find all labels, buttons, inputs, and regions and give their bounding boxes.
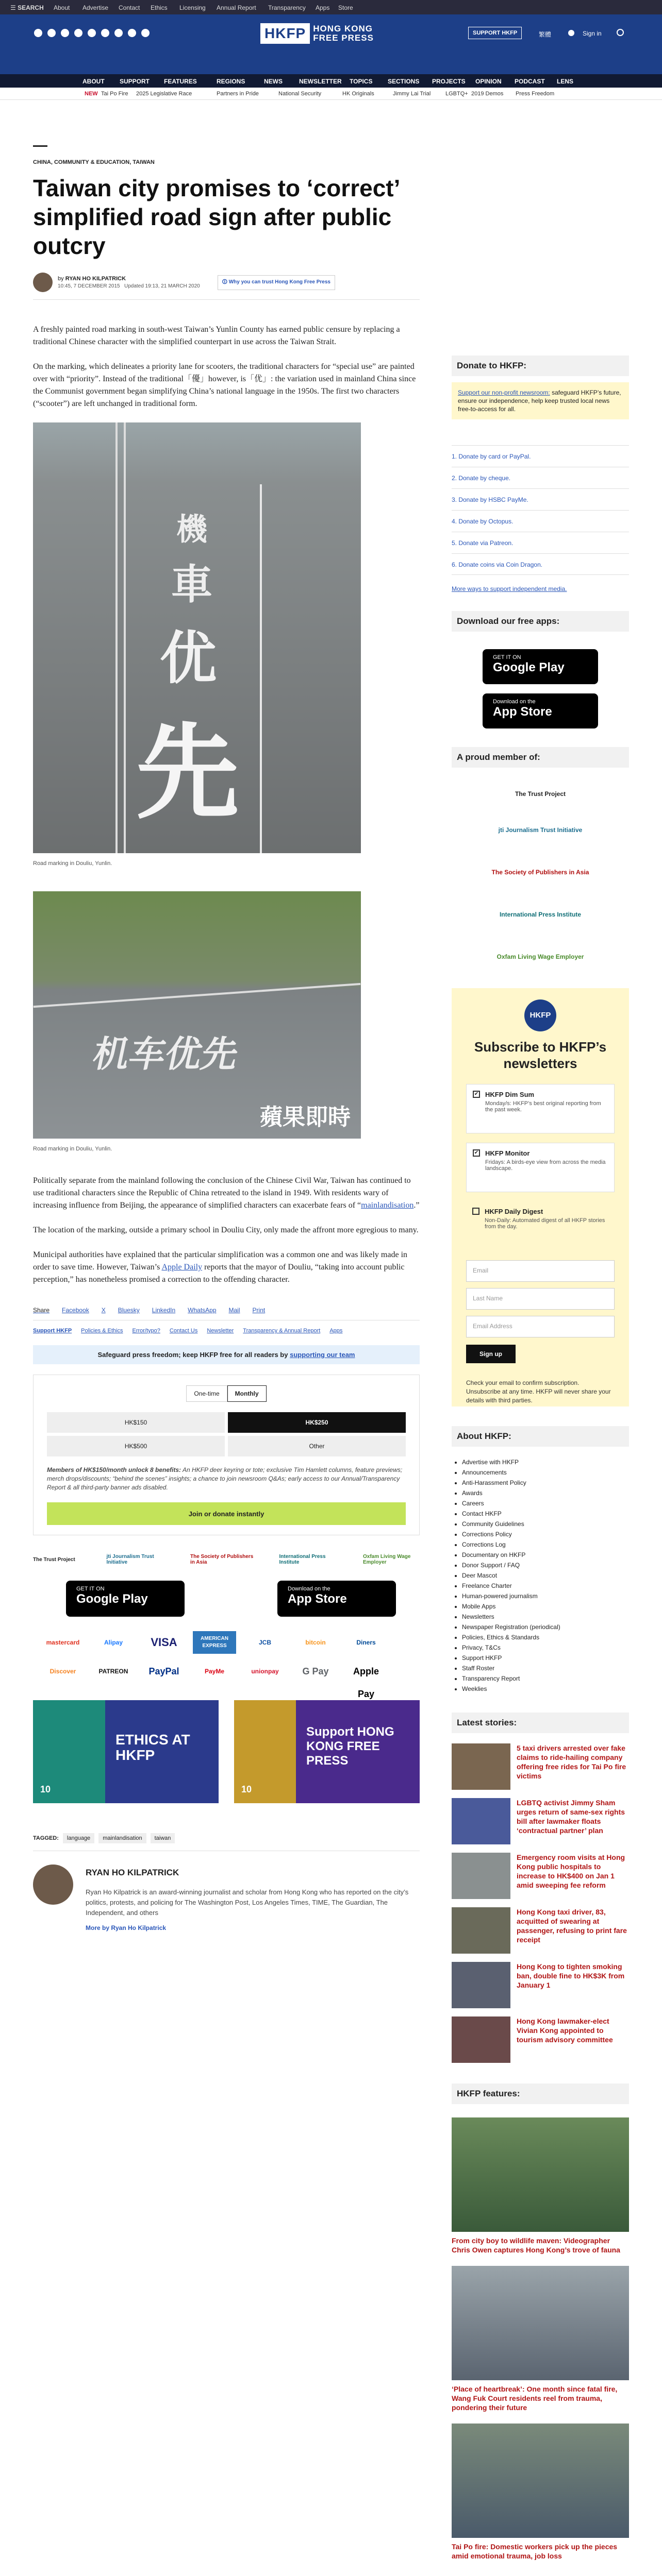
share-facebook[interactable]: Facebook	[62, 1307, 89, 1314]
about-link[interactable]: • Corrections Policy	[462, 1529, 629, 1539]
mastercard-icon: mastercard	[46, 1639, 80, 1646]
alipay-icon: Alipay	[104, 1639, 123, 1646]
feature-story[interactable]: From city boy to wildlife maven: Videographer Chris Owen captures Hong Kong’s trove of fauna	[452, 2117, 629, 2255]
user-icon[interactable]	[568, 30, 574, 36]
member-logos	[452, 779, 629, 978]
trending-item[interactable]: Tai Po Fire	[101, 91, 128, 97]
latest-stories	[452, 1743, 629, 2071]
story-thumbnail	[452, 2016, 510, 2063]
article-title: Taiwan city promises to ‘correct’ simplified road sign after public outcry	[33, 175, 399, 259]
about-title: About HKFP:	[457, 1431, 511, 1441]
jti-logo[interactable]: jti Journalism Trust Initiative	[498, 826, 583, 834]
paragraph: The location of the marking, outside a primary school in Douliu City, only made the affront more egregious to many.	[33, 1226, 419, 1234]
ipi-logo[interactable]: International Press Institute	[499, 911, 582, 918]
story-thumbnail	[452, 1962, 510, 2008]
search-link[interactable]: ☰ SEARCH	[10, 4, 44, 11]
latest-story[interactable]: LGBTQ activist Jimmy Sham urges return of same-sex rights bill after lawmaker floats ‘contractual partner’ plan	[452, 1798, 629, 1853]
trending-label: NEW	[85, 91, 98, 97]
feature-story[interactable]: ‘Place of heartbreak’: One month since fatal fire, Wang Fuk Court residents reel from trauma, pondering their future	[452, 2266, 629, 2412]
more-ways-link[interactable]: More ways to support independent media.	[452, 585, 567, 592]
feature-image	[452, 2266, 629, 2380]
donate-option[interactable]: 1. Donate by card or PayPal.	[452, 445, 629, 467]
author-bio-text: Ryan Ho Kilpatrick is an award-winning journalist and scholar from Hong Kong who has reported on the city’s politics, protests, and policing for The Washington Post, Los Angeles Times, TIME, The Guardian, The Independent, and others	[86, 1888, 409, 1917]
donate-intro: Support our non-profit newsroom: safeguard HKFP’s future, ensure our independence, help keep trusted local news free-to-access for all.	[452, 382, 629, 419]
about-link[interactable]: • Advertise with HKFP	[462, 1457, 629, 1467]
trending-item[interactable]: HK Originals	[342, 91, 374, 97]
publish-date: 10:45, 7 DECEMBER 2015	[58, 283, 120, 289]
nav-support[interactable]: SUPPORT	[120, 78, 150, 85]
language-link[interactable]: 繁體	[539, 31, 552, 38]
paragraph: A freshly painted road marking in south-west Taiwan’s Yunlin County has earned public censure by replacing a traditional Chinese character with the simplified counterpart in use across the Taiwan Strait.	[33, 325, 400, 346]
trending-bar	[0, 88, 662, 100]
about-link[interactable]: • Support HKFP	[462, 1653, 629, 1663]
about-link[interactable]: • Corrections Log	[462, 1539, 629, 1550]
unionpay-icon: unionpay	[251, 1668, 279, 1675]
checkbox-checked[interactable]: ✔	[473, 1149, 480, 1157]
about-link[interactable]: • Privacy, T&Cs	[462, 1642, 629, 1653]
latest-story[interactable]: Hong Kong taxi driver, 83, acquitted of swearing at passenger, refusing to print fare receipt	[452, 1907, 629, 1962]
sidebar	[452, 103, 629, 2561]
support-team-link[interactable]: supporting our team	[290, 1351, 355, 1359]
support-promo[interactable]: Support HONG KONG FREE PRESS 10	[234, 1700, 420, 1803]
author-name[interactable]: by RYAN HO KILPATRICK	[58, 276, 126, 282]
about-link[interactable]: • Anti-Harassment Policy	[462, 1478, 629, 1488]
about-link[interactable]: • Careers	[462, 1498, 629, 1509]
top-link-transparency[interactable]: Transparency	[268, 4, 306, 11]
trending-item[interactable]: Press Freedom	[516, 91, 555, 97]
top-link-licensing[interactable]: Licensing	[179, 4, 206, 11]
photo-caption: Road marking in Douliu, Yunlin.	[33, 1146, 112, 1152]
about-link[interactable]: • Transparency Report	[462, 1673, 629, 1684]
latest-story[interactable]: Hong Kong to tighten smoking ban, double fine to HK$3K from January 1	[452, 1962, 629, 2016]
share-bar	[33, 1307, 420, 1314]
promo-banners	[33, 1700, 420, 1803]
trust-project-logo[interactable]: The Trust Project	[515, 790, 566, 798]
article-footer-links	[33, 1328, 420, 1334]
jcb-icon: JCB	[258, 1639, 271, 1646]
donate-option[interactable]: 2. Donate by cheque.	[452, 467, 629, 488]
category-rule	[33, 145, 47, 147]
top-link-ethics[interactable]: Ethics	[151, 4, 168, 11]
sopa-logo[interactable]: The Society of Publishers in Asia	[190, 1554, 254, 1565]
donate-option[interactable]: 3. Donate by HSBC PayMe.	[452, 488, 629, 510]
share-whatsapp[interactable]: WhatsApp	[188, 1307, 217, 1314]
top-link-apps[interactable]: Apps	[316, 4, 330, 11]
threads-icon[interactable]	[88, 29, 96, 37]
donate-option[interactable]: 6. Donate coins via Coin Dragon.	[452, 553, 629, 575]
top-bar	[0, 0, 662, 14]
donate-widget	[33, 1375, 420, 1535]
about-link[interactable]: • Contact HKFP	[462, 1509, 629, 1519]
story-thumbnail	[452, 1798, 510, 1844]
article-categories[interactable]: CHINA, COMMUNITY & EDUCATION, TAIWAN	[33, 159, 155, 165]
latest-title: Latest stories:	[457, 1718, 517, 1727]
feature-image	[452, 2424, 629, 2538]
tiktok-icon[interactable]	[128, 29, 136, 37]
amount-option[interactable]: HK$500	[47, 1436, 225, 1456]
about-link[interactable]: • Policies, Ethics & Standards	[462, 1632, 629, 1642]
footer-link[interactable]: Error/typo?	[132, 1328, 160, 1334]
trending-item[interactable]: 2025 Legislative Race	[136, 91, 192, 97]
amount-option[interactable]: HK$150	[47, 1412, 225, 1433]
newsletter-option[interactable]: ✔ HKFP Monitor Fridays: A birds-eye view from across the media landscape.	[466, 1143, 615, 1192]
road-char: 优	[160, 627, 217, 690]
footer-link[interactable]: Transparency & Annual Report	[243, 1328, 321, 1334]
newsletter-box	[452, 988, 629, 1406]
facebook-icon[interactable]	[34, 29, 42, 37]
checkbox-checked[interactable]: ✔	[473, 1091, 480, 1098]
instagram-icon[interactable]	[61, 29, 69, 37]
trust-project-logo[interactable]: The Trust Project	[33, 1556, 75, 1563]
ethics-promo[interactable]: ETHICS AT HKFP 10	[33, 1700, 219, 1803]
about-link[interactable]: • Deer Mascot	[462, 1570, 629, 1581]
nav-news[interactable]: NEWS	[264, 78, 283, 85]
one-time-toggle[interactable]: One-time	[186, 1385, 227, 1402]
road-marking-photo-1	[33, 422, 361, 853]
trending-item[interactable]: Partners in Pride	[217, 91, 259, 97]
road-char: 車	[171, 562, 212, 607]
newsletter-option[interactable]: HKFP Daily Digest Non-Daily: Automated digest of all HKFP stories from the day.	[466, 1201, 615, 1251]
partner-logos	[33, 1554, 420, 1565]
paragraph: Municipal authorities have explained that the particular simplification was a common one and was likely made in order to save time. However, Taiwan’s Apple Daily reports that the mayor of Douliu, “taking into account public perception,” has nonetheless promised a correction to the offending character.	[33, 1250, 408, 1284]
story-thumbnail	[452, 1743, 510, 1790]
donate-options	[452, 445, 629, 575]
apps-title-box	[452, 611, 629, 632]
email-address-field[interactable]: Email Address	[466, 1316, 615, 1337]
story-thumbnail	[452, 1907, 510, 1954]
share-print[interactable]: Print	[252, 1307, 266, 1314]
nav-topics[interactable]: TOPICS	[350, 78, 373, 85]
footer-link[interactable]: Contact Us	[169, 1328, 198, 1334]
search-icon[interactable]	[617, 29, 624, 36]
main-nav	[0, 74, 662, 88]
about-link[interactable]: • Staff Roster	[462, 1663, 629, 1673]
about-link[interactable]: • Human-powered journalism	[462, 1591, 629, 1601]
road-char: 先	[136, 716, 240, 831]
member-title-box	[452, 747, 629, 768]
author-bio	[33, 1865, 420, 1931]
rss-icon[interactable]	[141, 29, 150, 37]
patreon-icon: PATREON	[98, 1668, 128, 1675]
updated-date: Updated 19:13, 21 MARCH 2020	[124, 283, 200, 289]
about-link[interactable]: • Newsletters	[462, 1612, 629, 1622]
about-link[interactable]: • Freelance Charter	[462, 1581, 629, 1591]
author-bio-name[interactable]: RYAN HO KILPATRICK	[86, 1868, 179, 1877]
story-thumbnail	[452, 1853, 510, 1899]
top-link-store[interactable]: Store	[338, 4, 353, 11]
footer-link[interactable]: Apps	[329, 1328, 343, 1334]
more-by-author-link[interactable]: More by Ryan Ho Kilpatrick	[86, 1924, 167, 1931]
latest-story[interactable]: Emergency room visits at Hong Kong public hospitals to increase to HK$400 on Jan 1 amid sweeping fee reform	[452, 1853, 629, 1907]
top-link-contact[interactable]: Contact	[119, 4, 140, 11]
sign-in-link[interactable]: Sign in	[583, 30, 602, 37]
tag[interactable]: mainlandisation	[98, 1833, 146, 1843]
safeguard-banner: Safeguard press freedom; keep HKFP free for all readers by supporting our team	[33, 1345, 420, 1364]
bluesky-icon[interactable]	[74, 29, 82, 37]
app-store-badge[interactable]: Download on the App Store	[277, 1581, 396, 1617]
donate-title: Donate to HKFP:	[457, 361, 527, 370]
photo-caption: Road marking in Douliu, Yunlin.	[33, 860, 112, 867]
trending-item[interactable]: Jimmy Lai Trial	[393, 91, 431, 97]
feature-image	[452, 2117, 629, 2232]
visa-icon: VISA	[151, 1636, 177, 1649]
site-header	[0, 14, 662, 78]
tags-label: TAGGED:	[33, 1835, 59, 1841]
nav-sections[interactable]: SECTIONS	[388, 78, 420, 85]
monthly-toggle[interactable]: Monthly	[227, 1385, 267, 1402]
about-link[interactable]: • Community Guidelines	[462, 1519, 629, 1529]
tag[interactable]: taiwan	[151, 1833, 175, 1843]
footer-link[interactable]: Newsletter	[207, 1328, 234, 1334]
youtube-icon[interactable]	[101, 29, 109, 37]
apple-daily-link[interactable]: Apple Daily	[161, 1263, 203, 1272]
newsletter-title: Subscribe to HKFP’s newsletters	[474, 1039, 607, 1071]
nav-regions[interactable]: REGIONS	[217, 78, 245, 85]
tag[interactable]: language	[63, 1833, 94, 1843]
trending-item[interactable]: 2019 Demos	[471, 91, 504, 97]
trending-item[interactable]: LGBTQ+	[445, 91, 468, 97]
bitcoin-icon: bitcoin	[305, 1639, 326, 1646]
amount-option-other[interactable]: Other	[228, 1436, 406, 1456]
nav-about[interactable]: ABOUT	[82, 78, 105, 85]
about-link[interactable]: • Mobile Apps	[462, 1601, 629, 1612]
about-link[interactable]: • Weeklies	[462, 1684, 629, 1694]
discover-icon: Discover	[49, 1668, 76, 1675]
about-links	[452, 1457, 629, 1694]
site-logo[interactable]	[260, 21, 402, 46]
footer-link[interactable]: Policies & Ethics	[81, 1328, 123, 1334]
about-title-box	[452, 1426, 629, 1447]
amex-icon: AMERICAN EXPRESS	[193, 1631, 236, 1654]
donate-option[interactable]: 4. Donate by Octopus.	[452, 510, 629, 532]
share-mail[interactable]: Mail	[228, 1307, 240, 1314]
app-badges	[66, 1581, 396, 1617]
about-link[interactable]: • Announcements	[462, 1467, 629, 1478]
latest-story[interactable]: Hong Kong lawmaker-elect Vivian Kong appointed to tourism advisory committee	[452, 2016, 629, 2071]
top-link-advertise[interactable]: Advertise	[82, 4, 109, 11]
last-name-field[interactable]: Last Name	[466, 1288, 615, 1310]
watermark: 蘋果即時	[260, 1105, 351, 1130]
author-avatar[interactable]	[33, 273, 53, 292]
member-title: A proud member of:	[457, 752, 540, 762]
paypal-icon: PayPal	[148, 1666, 179, 1676]
newsletter-logo: HKFP	[524, 999, 556, 1031]
non-profit-link[interactable]: Support our non-profit newsroom:	[458, 389, 550, 396]
latest-story[interactable]: 5 taxi drivers arrested over fake claims to ride-hailing company offering free rides for Tai Po fire victims	[452, 1743, 629, 1798]
about-link[interactable]: • Donor Support / FAQ	[462, 1560, 629, 1570]
checkbox-unchecked[interactable]	[472, 1208, 479, 1215]
nav-lens[interactable]: LENS	[557, 78, 574, 85]
article	[33, 103, 420, 1931]
tags	[33, 1833, 420, 1843]
features-title: HKFP features:	[457, 2089, 520, 2098]
applepay-icon: Apple Pay	[353, 1666, 379, 1699]
share-label: Share	[33, 1307, 50, 1314]
oxfam-logo[interactable]: Oxfam Living Wage Employer	[496, 953, 584, 960]
join-donate-button[interactable]: Join or donate instantly	[47, 1502, 406, 1525]
x-icon[interactable]	[47, 29, 56, 37]
author-bio-avatar[interactable]	[33, 1865, 73, 1905]
gpay-icon: G Pay	[302, 1666, 329, 1676]
jti-logo[interactable]: jti Journalism Trust Initiative	[106, 1554, 154, 1565]
share-bluesky[interactable]: Bluesky	[118, 1307, 140, 1314]
about-link[interactable]: • Newspaper Registration (periodical)	[462, 1622, 629, 1632]
features-title-box	[452, 2083, 629, 2104]
about-link[interactable]: • Documentary on HKFP	[462, 1550, 629, 1560]
sign-up-button[interactable]: Sign up	[466, 1345, 516, 1363]
road-char: 機	[176, 512, 207, 547]
share-linkedin[interactable]: LinkedIn	[152, 1307, 176, 1314]
member-benefits: Members of HK$150/month unlock 8 benefits: An HKFP deer keyring or tote; exclusive Tim Hamlett columns, feature previews; merch drops/discounts; “behind the scenes” insights; a chance to join newsroom Q&As; early access to our Annual/Transparency Report & all third-party banner ads disabled.	[47, 1466, 403, 1491]
sidebar-app-store-badge[interactable]: Download on the App Store	[483, 693, 598, 728]
email-field[interactable]: Email	[466, 1260, 615, 1282]
paragraph: On the marking, which delineates a priority lane for scooters, the traditional characters for “special use” are painted over with “priority”. Instead of the traditional「優」however, is「优」: the variation used in mainland China since the Communist government began simplifying China’s national language in the 1950s. The first two characters (“scooter”) are left unchanged in traditional form.	[33, 362, 416, 408]
google-play-badge[interactable]: GET IT ON Google Play	[66, 1581, 185, 1617]
sidebar-google-play-badge[interactable]: GET IT ON Google Play	[483, 649, 598, 684]
diners-icon: Diners	[356, 1639, 376, 1646]
nav-features[interactable]: FEATURES	[164, 78, 197, 85]
share-x[interactable]: X	[101, 1307, 106, 1314]
ipi-logo[interactable]: International Press Institute	[279, 1554, 326, 1565]
support-button[interactable]: SUPPORT HKFP	[468, 27, 522, 39]
trust-link[interactable]: 🛈 Why you can trust Hong Kong Free Press	[218, 275, 335, 290]
trending-item[interactable]: National Security	[278, 91, 322, 97]
byline	[33, 273, 420, 292]
feature-story[interactable]: Tai Po fire: Domestic workers pick up the pieces amid emotional trauma, job loss	[452, 2424, 629, 2561]
paragraph: Politically separate from the mainland following the conclusion of the Chinese Civil War, Taiwan has continued to use traditional characters since the Republic of China retreated to the island in 1949. With residents wary of increasing influence from Beijing, the appearance of simplified characters can exacerbate fears of “mainlandisation.”	[33, 1176, 420, 1210]
mainlandisation-link[interactable]: mainlandisation	[361, 1201, 414, 1210]
sopa-logo[interactable]: The Society of Publishers in Asia	[491, 869, 589, 876]
nav-opinion[interactable]: OPINION	[475, 78, 502, 85]
oxfam-logo[interactable]: Oxfam Living Wage Employer	[363, 1554, 411, 1565]
newsletter-option[interactable]: ✔ HKFP Dim Sum Monday/s: HKFP’s best original reporting from the past week.	[466, 1084, 615, 1133]
logo-mark: HKFP	[260, 23, 310, 44]
linkedin-icon[interactable]	[114, 29, 123, 37]
amount-option-selected[interactable]: HK$250	[228, 1412, 406, 1433]
logo-line1: HONG KONG	[313, 24, 373, 33]
about-link[interactable]: • Awards	[462, 1488, 629, 1498]
donate-option[interactable]: 5. Donate via Patreon.	[452, 532, 629, 553]
nav-newsletter[interactable]: NEWSLETTER	[299, 78, 342, 85]
apps-title: Download our free apps:	[457, 616, 560, 626]
top-link-annual-report[interactable]: Annual Report	[217, 4, 256, 11]
nav-projects[interactable]: PROJECTS	[432, 78, 466, 85]
newsletter-note: Check your email to confirm subscription. Unsubscribe at any time. HKFP will never share your details with third parties.	[466, 1379, 611, 1404]
donate-title-box	[452, 355, 629, 376]
nav-podcast[interactable]: PODCAST	[515, 78, 545, 85]
latest-title-box	[452, 1713, 629, 1733]
logo-line2: FREE PRESS	[313, 33, 374, 43]
road-marking-photo-2: 机车优先 蘋果即時	[33, 891, 361, 1139]
footer-link[interactable]: Support HKFP	[33, 1328, 72, 1334]
top-link-about[interactable]: About	[54, 4, 70, 11]
payment-methods	[41, 1631, 420, 1699]
payme-icon: PayMe	[204, 1668, 225, 1675]
